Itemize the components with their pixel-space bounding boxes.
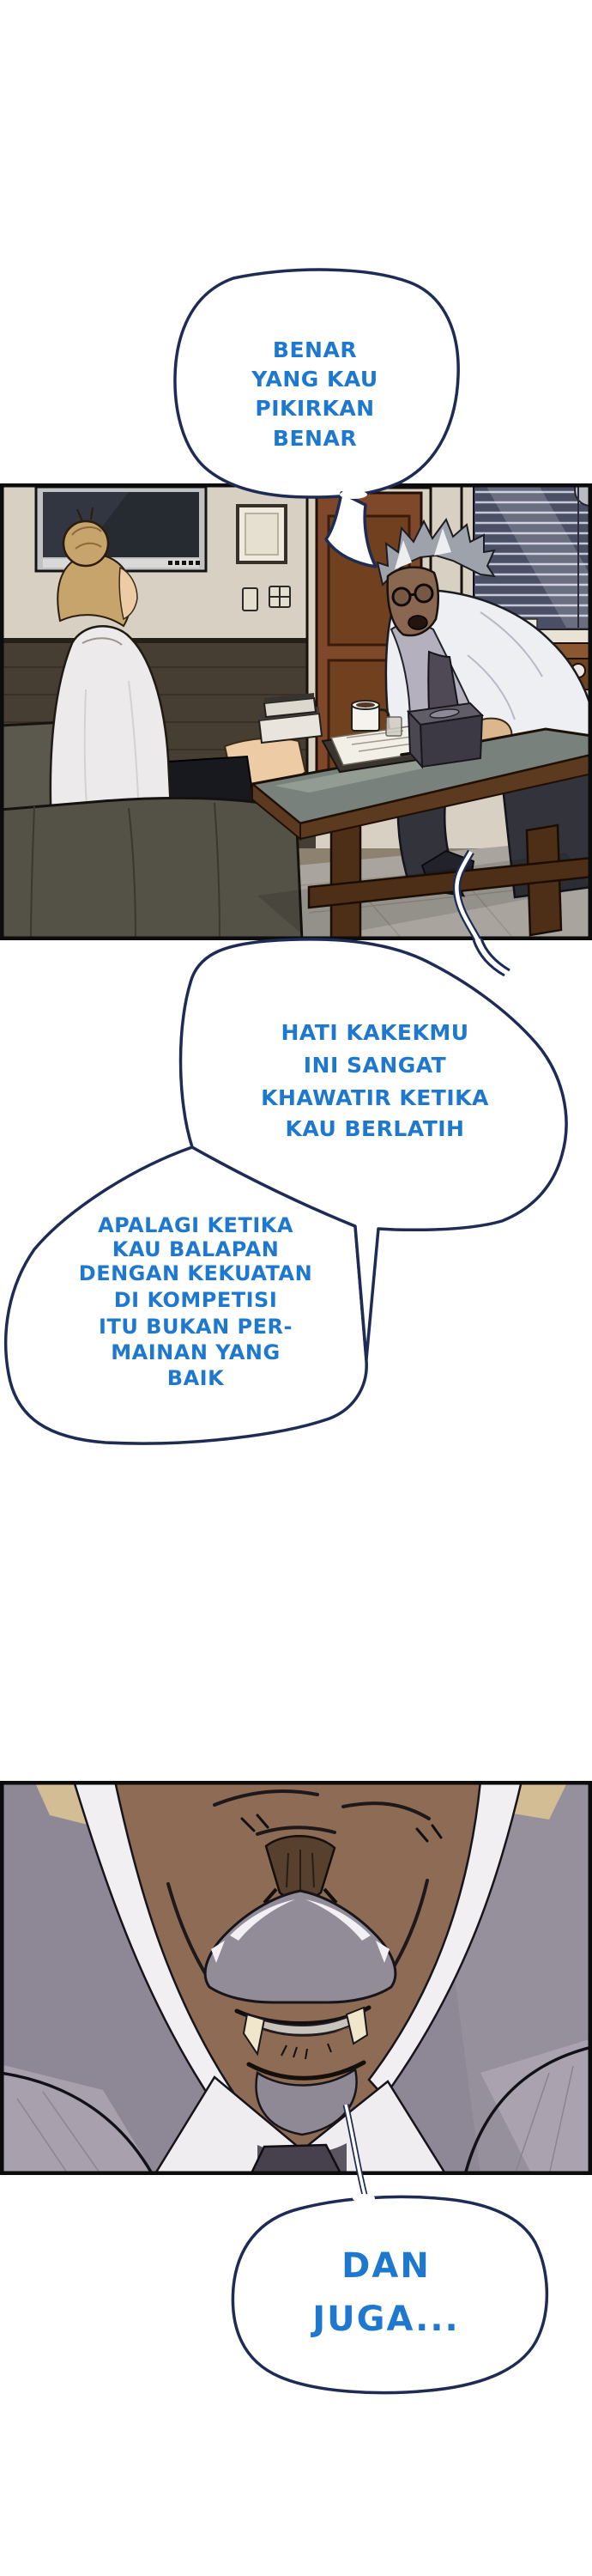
speech-text-line: PIKIRKAN — [255, 396, 375, 421]
speech-text-line: MAINAN YANG — [111, 1340, 281, 1364]
bubble-1-tail — [326, 493, 376, 567]
speech-text-line: YANG KAU — [251, 367, 378, 392]
speech-text-line: KAU BERLATIH — [285, 1116, 465, 1141]
speech-text-line: BAIK — [166, 1366, 225, 1390]
speech-text-line: JUGA... — [312, 2300, 460, 2339]
speech-text-line: KHAWATIR KETIKA — [261, 1085, 489, 1110]
speech-text-line: DENGAN KEKUATAN — [78, 1261, 313, 1285]
speech-bubble-1 — [175, 270, 458, 567]
speech-text-line: KAU BALAPAN — [112, 1237, 280, 1261]
bubble-2-tail — [456, 852, 510, 975]
speech-text-line: DAN — [341, 2246, 431, 2286]
bubble-4-tail — [346, 2105, 365, 2195]
speech-text-line: ITU BUKAN PER- — [99, 1315, 293, 1339]
speech-text-line: APALAGI KETIKA — [98, 1213, 293, 1237]
speech-text-line: BENAR — [272, 426, 358, 451]
speech-text-line: HATI KAKEKMU — [281, 1020, 469, 1045]
speech-text-line: INI SANGAT — [303, 1053, 447, 1078]
speech-text-line: DI KOMPETISI — [113, 1288, 278, 1312]
speech-bubble-4 — [233, 2194, 547, 2393]
speech-text-line: BENAR — [272, 337, 358, 362]
